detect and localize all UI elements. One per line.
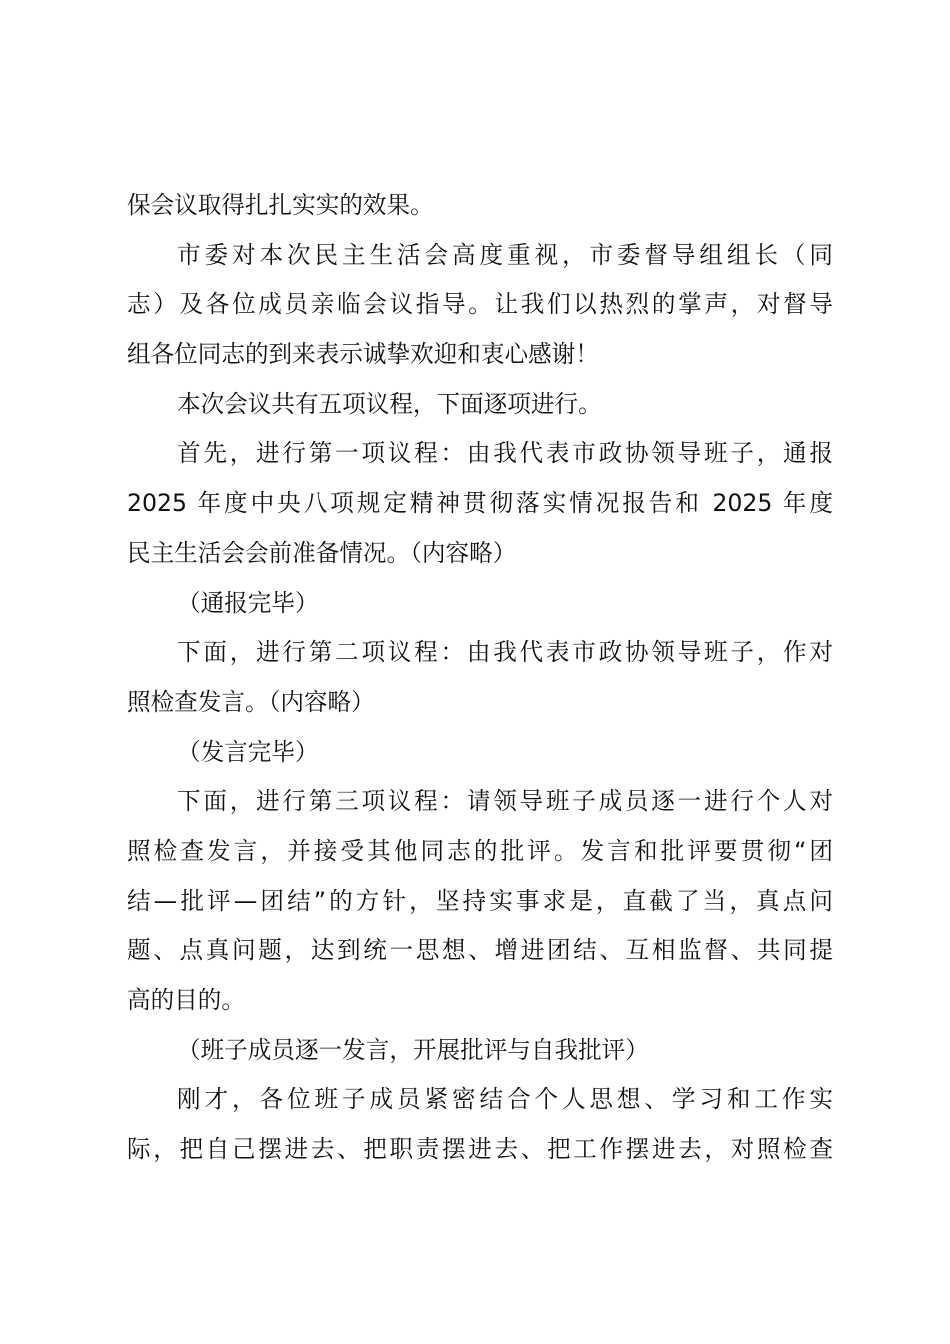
text-line: 结—批评—团结”的方针，坚持实事求是，直截了当，真点问 — [127, 886, 833, 915]
text-line: （班子成员逐一发言，开展批评与自我批评） — [177, 1035, 649, 1064]
text-line: 民主生活会会前准备情况。（内容略） — [127, 538, 517, 567]
text-line: 保会议取得扎扎实实的效果。 — [127, 191, 434, 219]
text-line: 2025 年度中央八项规定精神贯彻落实情况报告和 2025 年度 — [127, 489, 833, 518]
text-line: 组各位同志的到来表示诚挚欢迎和衷心感谢！ — [127, 340, 599, 369]
text-line: 际，把自己摆进去、把职责摆进去、把工作摆进去，对照检查 — [127, 1135, 833, 1164]
text-line: （发言完毕） — [177, 737, 319, 766]
text-line: 照检查发言。（内容略） — [127, 687, 375, 716]
text-line: 照检查发言，并接受其他同志的批评。发言和批评要贯彻“团 — [127, 836, 833, 865]
text-line: 首先，进行第一项议程：由我代表市政协领导班子，通报 — [177, 439, 833, 468]
text-line: 志）及各位成员亲临会议指导。让我们以热烈的掌声，对督导 — [127, 290, 833, 319]
text-line: （通报完毕） — [177, 588, 319, 617]
text-line: 市委对本次民主生活会高度重视，市委督导组组长（同 — [177, 240, 833, 269]
text-line: 本次会议共有五项议程，下面逐项进行。 — [177, 389, 602, 418]
text-line: 下面，进行第三项议程：请领导班子成员逐一进行个人对 — [177, 787, 833, 816]
text-line: 高的目的。 — [127, 986, 245, 1014]
text-line: 刚才，各位班子成员紧密结合个人思想、学习和工作实 — [177, 1085, 833, 1114]
text-line: 题、点真问题，达到统一思想、增进团结、互相监督、共同提 — [127, 936, 833, 965]
text-line: 下面，进行第二项议程：由我代表市政协领导班子，作对 — [177, 638, 833, 667]
document-page — [127, 181, 833, 1175]
